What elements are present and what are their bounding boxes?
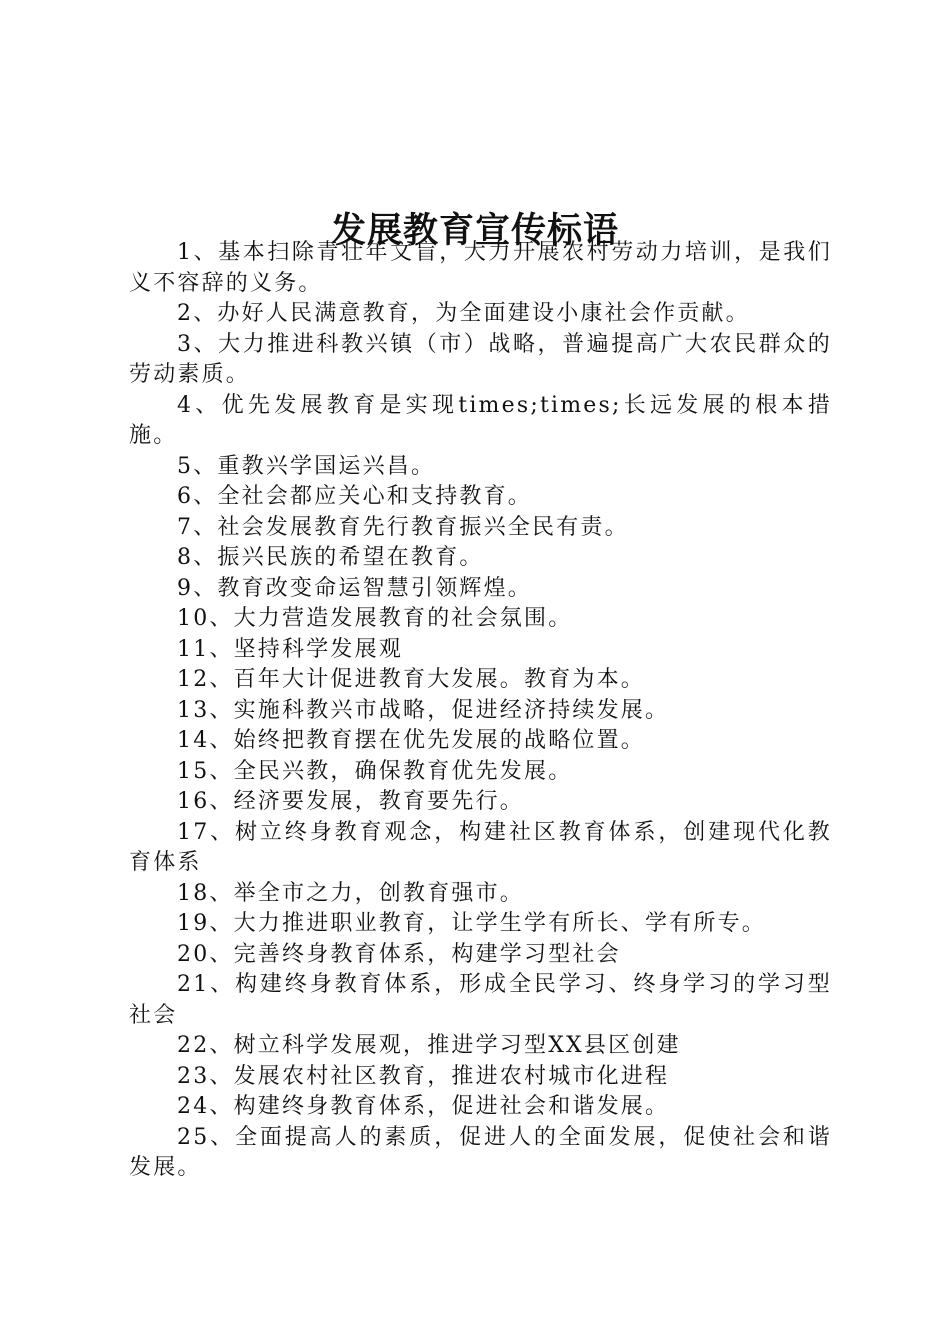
slogan-item-15: 15、全民兴教，确保教育优先发展。 xyxy=(177,758,573,784)
slogan-item-10: 10、大力营造发展教育的社会氛围。 xyxy=(177,606,573,631)
page-title: 发展教育宣传标语 xyxy=(330,210,619,252)
slogan-item-8: 8、振兴民族的希望在教育。 xyxy=(177,545,484,570)
slogan-item-18: 18、举全市之力，创教育强市。 xyxy=(177,880,524,906)
slogan-item-25: 25、全面提高人的素质，促进人的全面发展，促使社会和谐发展。 xyxy=(129,1124,832,1180)
slogan-item-20: 20、完善终身教育体系，构建学习型社会 xyxy=(177,941,621,967)
slogan-item-1: 1、基本扫除青壮年文盲，大力开展农村劳动力培训，是我们义不容辞的义务。 xyxy=(129,240,832,296)
slogan-item-3: 3、大力推进科教兴镇（市）战略，普遍提高广大农民群众的劳动素质。 xyxy=(129,331,832,387)
slogan-item-5: 5、重教兴学国运兴昌。 xyxy=(177,453,436,479)
slogan-item-22: 22、树立科学发展观，推进学习型XX县区创建 xyxy=(177,1033,681,1058)
slogan-item-23: 23、发展农村社区教育，推进农村城市化进程 xyxy=(177,1063,670,1089)
slogan-item-16: 16、经济要发展，教育要先行。 xyxy=(177,789,524,814)
slogan-item-9: 9、教育改变命运智慧引领辉煌。 xyxy=(177,575,532,601)
slogan-item-24: 24、构建终身教育体系，促进社会和谐发展。 xyxy=(177,1094,670,1119)
slogan-item-19: 19、大力推进职业教育，让学生学有所长、学有所专。 xyxy=(177,911,766,936)
slogan-item-12: 12、百年大计促进教育大发展。教育为本。 xyxy=(177,667,645,692)
slogan-item-6: 6、全社会都应关心和支持教育。 xyxy=(177,484,532,509)
slogan-item-2: 2、办好人民满意教育，为全面建设小康社会作贡献。 xyxy=(177,301,750,326)
slogan-item-14: 14、始终把教育摆在优先发展的战略位置。 xyxy=(177,728,645,753)
slogan-item-11: 11、坚持科学发展观 xyxy=(177,636,403,662)
slogan-item-4: 4、优先发展教育是实现times;times;长远发展的根本措施。 xyxy=(129,392,832,448)
slogan-item-13: 13、实施科教兴市战略，促进经济持续发展。 xyxy=(177,697,670,723)
slogan-item-17: 17、树立终身教育观念，构建社区教育体系，创建现代化教育体系 xyxy=(129,819,832,875)
slogan-list xyxy=(129,238,832,1184)
slogan-item-7: 7、社会发展教育先行教育振兴全民有责。 xyxy=(177,514,629,540)
slogan-item-21: 21、构建终身教育体系，形成全民学习、终身学习的学习型社会 xyxy=(129,972,832,1028)
